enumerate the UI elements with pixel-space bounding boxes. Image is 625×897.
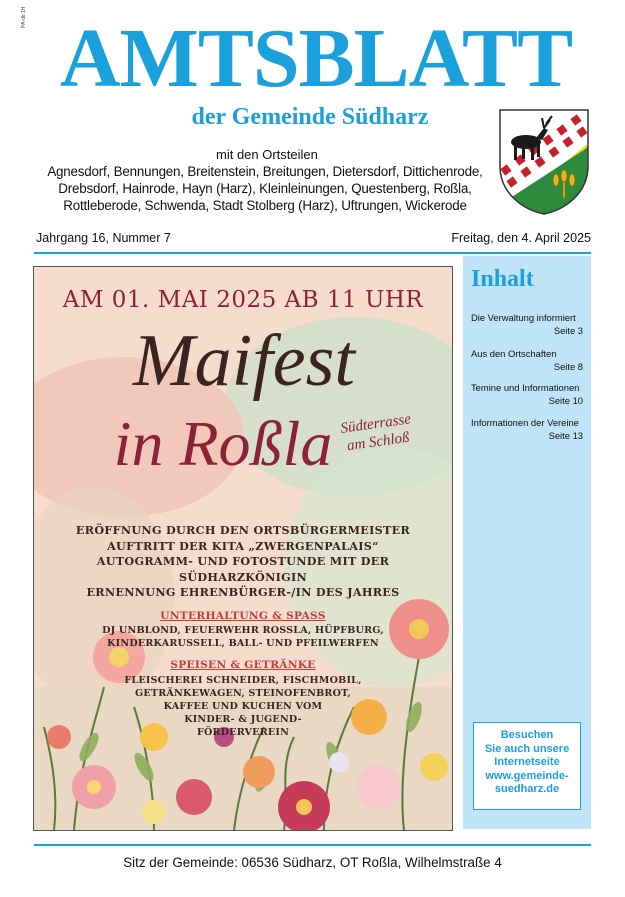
masthead-subtitle: der Gemeinde Südharz [191, 104, 429, 130]
toc-item[interactable] [471, 312, 583, 337]
header-divider [34, 252, 591, 254]
issue-volume: Jahrgang 16, Nummer 7 [36, 231, 171, 245]
toc-page: Seite 10 [548, 394, 583, 406]
coat-of-arms-icon [498, 108, 590, 216]
website-line: Besuchen [500, 729, 554, 741]
toc-item[interactable] [471, 382, 583, 407]
districts-line: Rottleberode, Schwenda, Stadt Stolberg (Harz), Uftrungen, Wickerode [63, 198, 467, 213]
maifest-poster [33, 266, 453, 831]
website-line: Internetseite [494, 756, 560, 768]
website-line: Sie auch unsere [484, 742, 570, 755]
program-item: AUTOGRAMM- UND FOTOSTUNDE MIT DER SÜDHARZKÖNIGIN [96, 554, 390, 584]
section-heading-food: SPEISEN & GETRÄNKE [170, 659, 316, 671]
program-item: ERÖFFNUNG DURCH DEN ORTSBÜRGERMEISTER [75, 523, 411, 537]
footer-divider [34, 844, 591, 846]
masthead-title: AMTSBLATT [59, 12, 573, 105]
toc-label: Temine und Informationen [471, 382, 580, 393]
contents-title: Inhalt [471, 266, 534, 292]
website-box[interactable] [473, 722, 581, 810]
districts-list [30, 163, 500, 214]
section-line: KAFFEE UND KUCHEN VOM [163, 700, 323, 712]
program-item: ERNENNUNG EHRENBÜRGER-/IN DES JAHRES [86, 585, 400, 599]
website-url[interactable]: www.gemeinde- [485, 769, 569, 782]
toc-page: Seite 8 [553, 360, 583, 372]
issue-date: Freitag, den 4. April 2025 [451, 231, 591, 245]
toc-item[interactable] [471, 348, 583, 373]
poster-title: Maifest [133, 320, 355, 402]
print-code: PA-db 1H [21, 6, 27, 28]
districts-intro: mit den Ortsteilen [216, 147, 318, 162]
section-heading-entertainment: UNTERHALTUNG & SPASS [160, 609, 326, 622]
districts-line: Drebsdorf, Hainrode, Hayn (Harz), Kleinleinungen, Questenberg, Roßla, [58, 181, 472, 196]
website-url[interactable]: suedharz.de [494, 783, 560, 795]
poster-program [34, 523, 452, 739]
poster-date: AM 01. MAI 2025 AB 11 UHR [62, 287, 424, 313]
section-line: FÖRDERVEREIN [196, 726, 290, 738]
contents-sidebar [463, 256, 591, 829]
toc-label: Informationen der Vereine [471, 417, 579, 428]
section-line: KINDER- & JUGEND- [184, 713, 302, 725]
toc-item[interactable] [471, 417, 583, 442]
poster-location-line: Südterrasse [339, 411, 412, 437]
districts-line: Agnesdorf, Bennungen, Breitenstein, Breitungen, Dietersdorf, Dittichenrode, [47, 164, 483, 179]
section-line: DJ UNBLOND, FEUERWEHR ROSSLA, HÜPFBURG, [102, 625, 384, 636]
poster-title-town: in Roßla [113, 408, 333, 479]
section-line: GETRÄNKEWAGEN, STEINOFENBROT, [135, 687, 351, 699]
section-line: FLEISCHEREI SCHNEIDER, FISCHMOBIL, [124, 674, 362, 686]
toc-page: Seite 3 [553, 324, 583, 336]
program-item: AUFTRITT DER KITA „ZWERGENPALAIS“ [107, 538, 379, 553]
section-line: KINDERKARUSSELL, BALL- UND PFEILWERFEN [107, 638, 379, 649]
poster-location-line: am Schloß [345, 429, 411, 455]
toc-label: Die Verwaltung informiert [471, 312, 576, 323]
toc-label: Aus den Ortschaften [471, 348, 557, 359]
footer-address: Sitz der Gemeinde: 06536 Südharz, OT Roßla, Wilhelmstraße 4 [123, 855, 502, 870]
toc-page: Seite 13 [548, 429, 583, 441]
